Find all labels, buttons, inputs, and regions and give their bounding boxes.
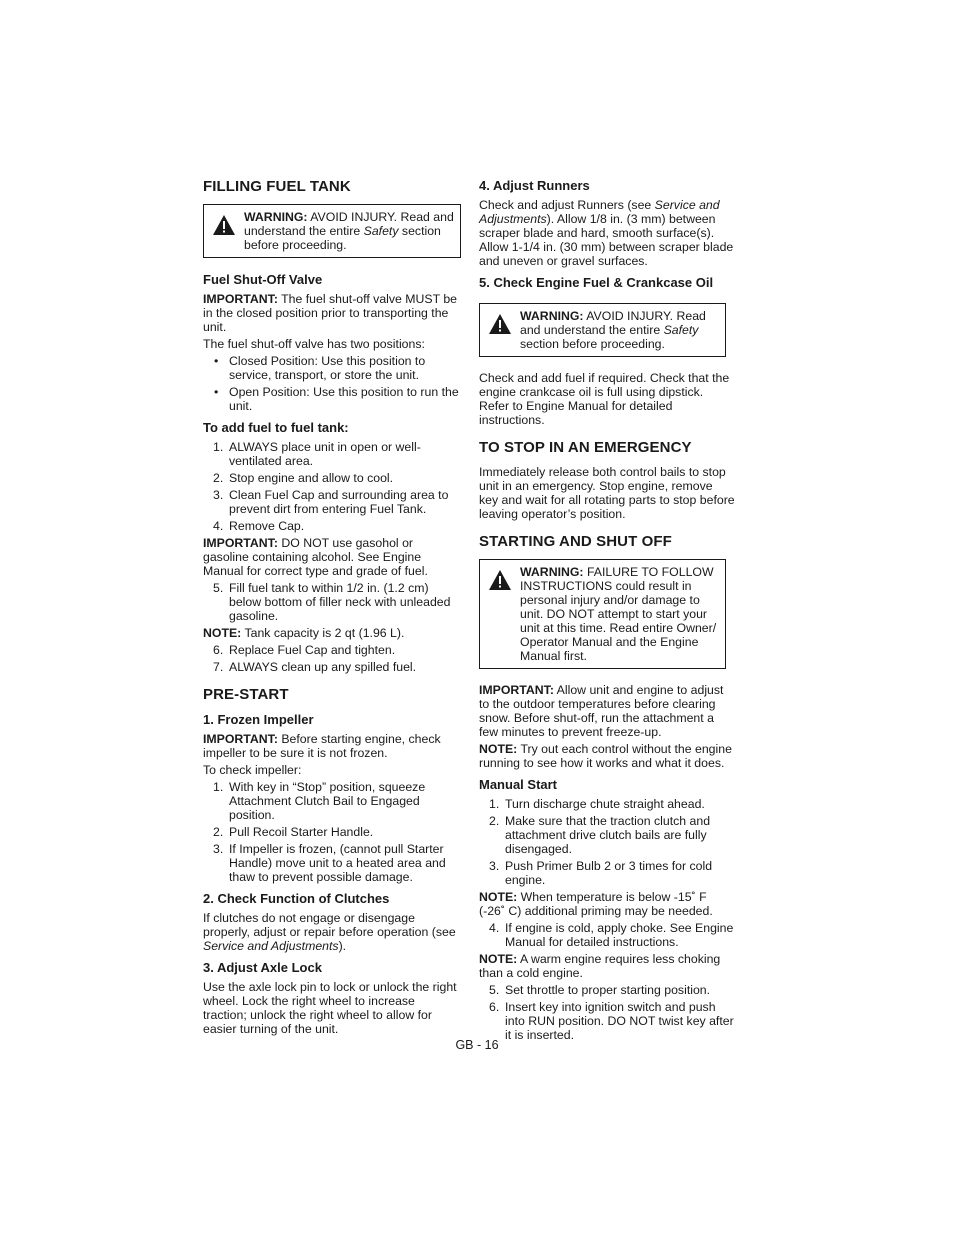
list-item: 4. Remove Cap. xyxy=(213,519,305,533)
tank-capacity-note: NOTE: Tank capacity is 2 qt (1.96 L). xyxy=(203,626,405,640)
warning-label: WARNING: xyxy=(244,210,308,224)
warning-triangle-icon xyxy=(212,214,236,236)
list-item: 1. ALWAYS place unit in open or well-ventilated area. xyxy=(213,440,421,468)
note-controls: NOTE: Try out each control without the engine running to see how it works and what it does. xyxy=(479,742,732,770)
list-item: 6. Insert key into ignition switch and push into RUN position. DO NOT twist key after it is inserted. xyxy=(489,1000,734,1042)
filling-fuel-tank-heading: FILLING FUEL TANK xyxy=(203,178,351,195)
left-column xyxy=(203,178,461,1039)
check-impeller-intro: To check impeller: xyxy=(203,763,302,777)
fuel-oil-paragraph: Check and add fuel if required. Check that the engine crankcase oil is full using dipstick. Refer to Engine Manual for detailed instructions. xyxy=(479,371,730,427)
note-temperature: NOTE: When temperature is below -15˚ F (-26˚ C) additional priming may be needed. xyxy=(479,890,713,918)
manual-start-heading: Manual Start xyxy=(479,777,558,792)
list-item: 3. If Impeller is frozen, (cannot pull Starter Handle) move unit to a heated area and thaw to prevent possible damage. xyxy=(213,842,446,884)
note-choking: NOTE: A warm engine requires less choking than a cold engine. xyxy=(479,952,721,980)
list-item: 1. Turn discharge chute straight ahead. xyxy=(489,797,705,811)
important-adjust: IMPORTANT: Allow unit and engine to adjust to the outdoor temperatures before clearing snow. Before shut-off, run the attachment a few minutes to prevent freeze-up. xyxy=(479,683,724,739)
manual-start-steps-b xyxy=(479,921,735,949)
important-gasohol: IMPORTANT: DO NOT use gasohol or gasoline containing alcohol. See Engine Manual for correct type and grade of fuel. xyxy=(203,536,428,578)
warning-box xyxy=(203,204,461,258)
emergency-paragraph: Immediately release both control bails to stop unit in an emergency. Stop engine, remove key and wait for all rotating parts to stop before leaving operator’s position. xyxy=(479,465,735,521)
list-item: 7. ALWAYS clean up any spilled fuel. xyxy=(213,660,417,674)
list-item: 6. Replace Fuel Cap and tighten. xyxy=(213,643,396,657)
pre-start-heading: PRE-START xyxy=(203,686,289,703)
list-item: 3. Clean Fuel Cap and surrounding area to prevent dirt from entering Fuel Tank. xyxy=(213,488,449,516)
positions-list xyxy=(203,354,461,413)
important-impeller: IMPORTANT: Before starting engine, check impeller to be sure it is not frozen. xyxy=(203,732,441,760)
important-paragraph: IMPORTANT: The fuel shut-off valve MUST be in the closed position prior to transporting the unit. xyxy=(203,292,458,334)
warning-text: AVOID INJURY. Read and understand the entire xyxy=(244,210,454,238)
fuel-shutoff-heading: Fuel Shut-Off Valve xyxy=(203,272,323,287)
adjust-runners-heading: 4. Adjust Runners xyxy=(479,178,590,193)
list-item: 1. With key in “Stop” position, squeeze Attachment Clutch Bail to Engaged position. xyxy=(213,780,426,822)
runners-paragraph: Check and adjust Runners (see Service and Adjustments). Allow 1/8 in. (3 mm) between scraper blade and hard, smooth surface(s). Allow 1-1/4 in. (30 mm) between scraper blade and uneven or gravel surfaces. xyxy=(479,198,734,268)
starting-shutoff-heading: STARTING AND SHUT OFF xyxy=(479,533,672,550)
add-fuel-steps xyxy=(203,440,461,533)
warning-box: WARNING: AVOID INJURY. Read and understand the entire Safety section before proceeding. xyxy=(479,303,726,357)
warning-text-end: section before proceeding. xyxy=(244,224,441,252)
list-item: 2. Make sure that the traction clutch and attachment drive clutch bails are fully disengaged. xyxy=(489,814,711,856)
list-item: • Open Position: Use this position to run the unit. xyxy=(214,385,459,413)
right-column xyxy=(479,178,735,1045)
clutches-paragraph: If clutches do not engage or disengage properly, adjust or repair before operation (see Service and Adjustments). xyxy=(203,911,456,953)
add-fuel-heading: To add fuel to fuel tank: xyxy=(203,420,349,435)
list-item: 3. Push Primer Bulb 2 or 3 times for cold engine. xyxy=(489,859,713,887)
add-fuel-steps-b xyxy=(203,581,461,623)
list-item: • Closed Position: Use this position to service, transport, or store the unit. xyxy=(214,354,426,382)
manual-start-steps xyxy=(479,797,735,887)
warning-triangle-icon xyxy=(488,569,512,591)
list-item: 4. If engine is cold, apply choke. See Engine Manual for detailed instructions. xyxy=(489,921,734,949)
list-item: 2. Stop engine and allow to cool. xyxy=(213,471,394,485)
add-fuel-steps-c xyxy=(203,643,461,674)
warning-italic: Safety xyxy=(363,224,399,238)
list-item: 5. Fill fuel tank to within 1/2 in. (1.2 cm) below bottom of filler neck with unleaded gasoline. xyxy=(213,581,451,623)
page-number: GB - 16 xyxy=(455,1038,499,1052)
axle-lock-paragraph: Use the axle lock pin to lock or unlock the right wheel. Lock the right wheel to increase traction; unlock the right wheel to allow for easier turning of the unit. xyxy=(203,980,457,1036)
frozen-impeller-heading: 1. Frozen Impeller xyxy=(203,712,314,727)
warning-box: WARNING: FAILURE TO FOLLOW INSTRUCTIONS could result in personal injury and/or damage to unit. DO NOT attempt to start your unit at this time. Read entire Owner/ Operator Manual and the Engine Manual first. xyxy=(479,559,726,669)
check-clutches-heading: 2. Check Function of Clutches xyxy=(203,891,390,906)
fuel-oil-heading: 5. Check Engine Fuel & Crankcase Oil xyxy=(479,275,714,290)
list-item: 5. Set throttle to proper starting position. xyxy=(489,983,711,997)
emergency-stop-heading: TO STOP IN AN EMERGENCY xyxy=(479,439,692,456)
impeller-steps xyxy=(203,780,461,884)
adjust-axle-lock-heading: 3. Adjust Axle Lock xyxy=(203,960,322,975)
positions-intro: The fuel shut-off valve has two positions: xyxy=(203,337,425,351)
manual-start-steps-c xyxy=(479,983,735,1042)
warning-triangle-icon xyxy=(488,313,512,335)
list-item: 2. Pull Recoil Starter Handle. xyxy=(213,825,374,839)
